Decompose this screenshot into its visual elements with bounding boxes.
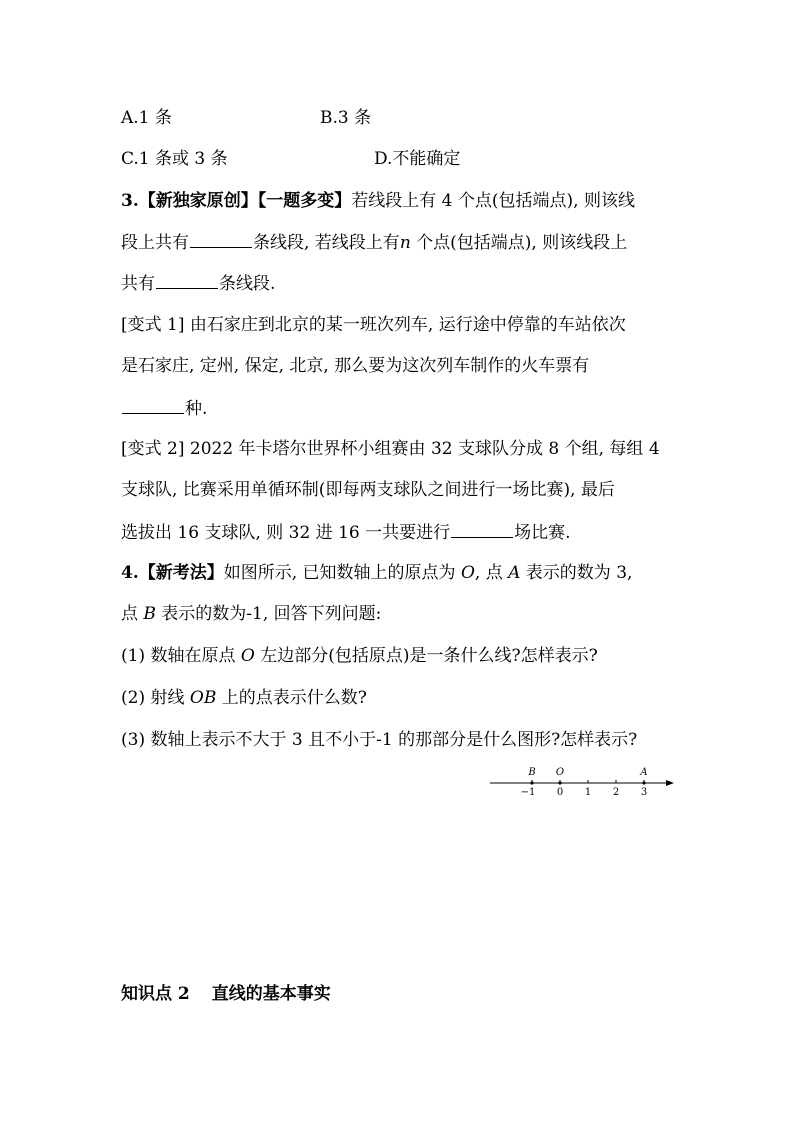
q4-part-1b: 左边部分(包括原点)是一条什么线?怎样表示? <box>254 646 598 666</box>
variant2-line-3 <box>121 519 571 545</box>
variant1-line-2: 是石家庄, 定州, 保定, 北京, 那么要为这次列车制作的火车票有 <box>121 356 590 376</box>
q3-text-3b: 条线段. <box>219 274 276 294</box>
q4-part-2b: 上的点表示什么数? <box>216 688 367 708</box>
point-label-a: A <box>640 767 648 778</box>
q3-line-3 <box>121 270 275 296</box>
q4-part-3: (3) 数轴上表示不大于 3 且不小于-1 的那部分是什么图形?怎样表示? <box>121 730 638 750</box>
q4-text-1a: 如图所示, 已知数轴上的原点为 <box>223 563 461 583</box>
answer-blank[interactable] <box>451 519 513 538</box>
option-b: B.3 条 <box>320 108 372 128</box>
option-d: D.不能确定 <box>374 149 461 169</box>
q4-part-1a: (1) 数轴在原点 <box>121 646 241 666</box>
q4-line-1 <box>121 561 632 585</box>
q4-part-1-var-o: O <box>240 646 255 666</box>
q3-text-2a: 段上共有 <box>121 233 189 253</box>
q3-line-1 <box>121 189 635 213</box>
variant2-text-3b: 场比赛. <box>514 523 571 543</box>
variant2-line-1: [变式 2] 2022 年卡塔尔世界杯小组赛由 32 支球队分成 8 个组, 每组 4 <box>121 439 660 459</box>
tick-label: 3 <box>640 787 648 798</box>
q4-part-2 <box>121 686 367 710</box>
q4-text-1c: 表示的数为 3, <box>520 563 633 583</box>
q3-text-2c: 个点(包括端点), 则该线段上 <box>410 233 628 253</box>
q3-number: 3. <box>121 191 139 211</box>
q4-text-2a: 点 <box>121 604 144 624</box>
q4-part-2a: (2) 射线 <box>121 688 190 708</box>
variant1-line-1: [变式 1] 由石家庄到北京的某一班次列车, 运行途中停靠的车站依次 <box>121 315 626 335</box>
section-heading <box>121 982 331 1006</box>
q4-tag: 【新考法】 <box>138 563 224 583</box>
section-title: 直线的基本事实 <box>211 984 331 1004</box>
tick-label: 2 <box>612 787 620 798</box>
answer-blank[interactable] <box>122 395 184 414</box>
point-label-o: O <box>555 767 565 778</box>
number-line-figure <box>488 764 678 798</box>
variant2-line-2: 支球队, 比赛采用单循环制(即每两支球队之间进行一场比赛), 最后 <box>121 480 615 500</box>
answer-blank[interactable] <box>190 229 252 248</box>
q3-var-n: n <box>399 233 411 253</box>
point-dot <box>530 781 533 784</box>
q3-text-1: 若线段上有 4 个点(包括端点), 则该线 <box>351 191 635 211</box>
tick-label: −1 <box>520 787 536 798</box>
q3-line-2 <box>121 229 627 255</box>
variant1-line-3 <box>121 395 207 421</box>
point-label-b: B <box>528 767 536 778</box>
q4-number: 4. <box>121 563 139 583</box>
number-line-arrow-icon <box>666 780 674 786</box>
variant1-text-3b: 种. <box>185 399 208 419</box>
q4-part-1 <box>121 644 598 668</box>
q3-text-3a: 共有 <box>121 274 155 294</box>
q4-part-2-var-ob: OB <box>189 688 217 708</box>
point-dot <box>642 781 645 784</box>
q4-text-2b: 表示的数为-1, 回答下列问题: <box>155 604 382 624</box>
q4-text-1b: , 点 <box>474 563 509 583</box>
tick-label: 0 <box>556 787 564 798</box>
q4-var-b: B <box>143 604 156 624</box>
q4-line-2 <box>121 602 381 626</box>
q4-var-o: O <box>460 563 475 583</box>
q4-var-a: A <box>508 563 521 583</box>
q3-tag-original: 【新独家原创】 <box>138 191 258 211</box>
section-label: 知识点 2 <box>121 984 190 1004</box>
point-dot <box>558 781 561 784</box>
variant2-text-3a: 选拔出 16 支球队, 则 32 进 16 一共要进行 <box>121 523 451 543</box>
q3-tag-variant: 【一题多变】 <box>257 191 352 211</box>
q3-text-2b: 条线段, 若线段上有 <box>253 233 400 253</box>
option-a: A.1 条 <box>121 108 172 128</box>
option-c: C.1 条或 3 条 <box>121 149 228 169</box>
tick-label: 1 <box>584 787 592 798</box>
answer-blank[interactable] <box>156 270 218 289</box>
